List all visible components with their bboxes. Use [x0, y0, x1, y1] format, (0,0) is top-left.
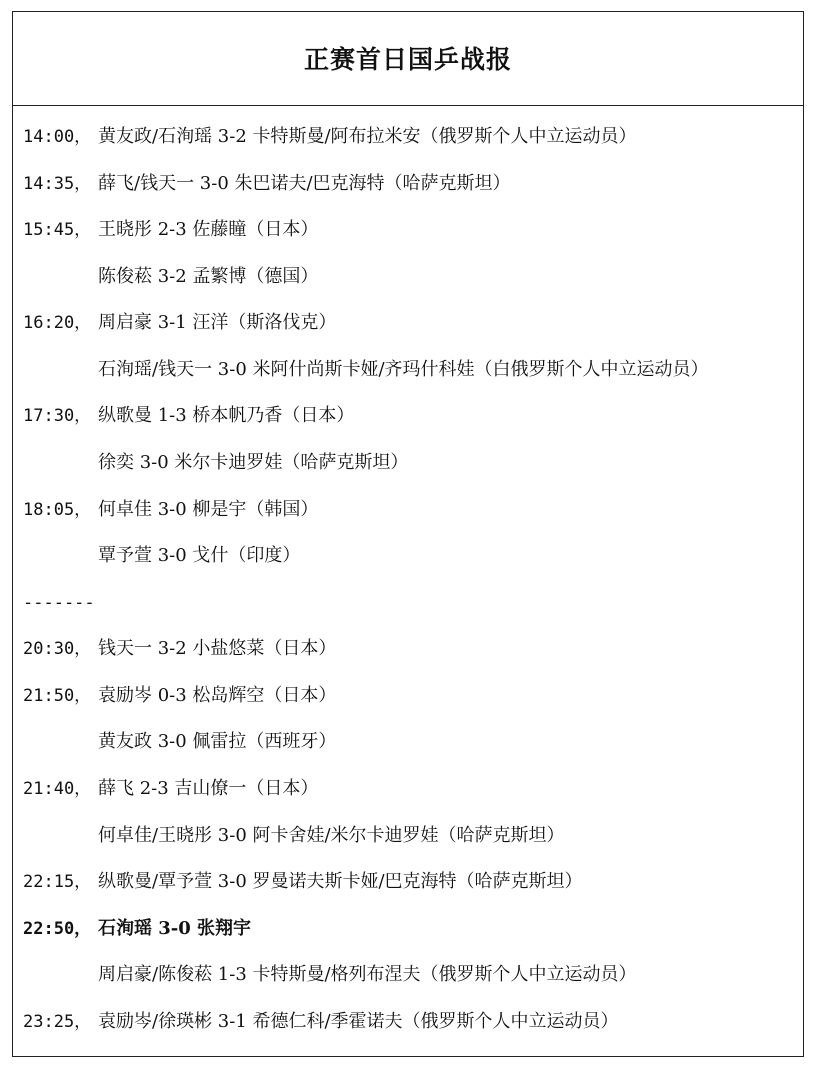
page-title: 正赛首日国乒战报: [303, 44, 512, 74]
match-row: [23, 355, 709, 385]
match-time: [23, 541, 98, 571]
match-time: 16:20，: [23, 313, 92, 333]
match-row: [23, 867, 583, 897]
match-time: 14:35，: [23, 174, 92, 194]
match-row: [23, 308, 336, 338]
match-time: 20:30，: [23, 639, 92, 659]
match-result: 石洵瑶/钱天一 3-0 米阿什尚斯卡娅/齐玛什科娃（白俄罗斯个人中立运动员）: [98, 359, 709, 380]
match-time: 17:30，: [23, 406, 92, 426]
section-divider: -------: [23, 593, 95, 613]
match-row: [23, 727, 336, 757]
match-result: 何卓佳 3-0 柳是宇（韩国）: [98, 499, 319, 520]
match-time: 21:50，: [23, 686, 92, 706]
match-time: 23:25，: [23, 1012, 92, 1032]
match-result: 袁励岑 0-3 松岛辉空（日本）: [98, 685, 337, 706]
match-row: [23, 495, 318, 525]
match-result: 周启豪 3-1 汪洋（斯洛伐克）: [98, 312, 337, 333]
match-result: 何卓佳/王晓彤 3-0 阿卡舍娃/米尔卡迪罗娃（哈萨克斯坦）: [98, 825, 565, 846]
match-time: 15:45，: [23, 220, 92, 240]
match-result: 黄友政/石洵瑶 3-2 卡特斯曼/阿布拉米安（俄罗斯个人中立运动员）: [98, 126, 637, 147]
match-time: 18:05，: [23, 500, 92, 520]
match-time: [23, 960, 98, 990]
match-row-highlight: [23, 914, 251, 944]
match-result: 纵歌曼/覃予萱 3-0 罗曼诺夫斯卡娅/巴克海特（哈萨克斯坦）: [98, 871, 583, 892]
match-time: [23, 448, 98, 478]
match-row: [23, 262, 318, 292]
report-frame: [12, 11, 804, 1057]
match-result: 黄友政 3-0 佩雷拉（西班牙）: [98, 731, 337, 752]
match-result: 陈俊菘 3-2 孟繁博（德国）: [98, 266, 319, 287]
match-row: [23, 681, 336, 711]
match-result: 周启豪/陈俊菘 1-3 卡特斯曼/格列布涅夫（俄罗斯个人中立运动员）: [98, 964, 637, 985]
match-time: 21:40，: [23, 779, 92, 799]
header: [13, 12, 803, 106]
match-result: 薛飞/钱天一 3-0 朱巴诺夫/巴克海特（哈萨克斯坦）: [98, 173, 511, 194]
match-row: [23, 215, 318, 245]
match-time: [23, 262, 98, 292]
match-row: [23, 821, 565, 851]
match-time: 22:50，: [23, 919, 92, 939]
match-row: [23, 774, 318, 804]
match-row: [23, 169, 511, 199]
match-time: 22:15，: [23, 872, 92, 892]
match-time: [23, 355, 98, 385]
match-time: 14:00，: [23, 127, 92, 147]
match-row: [23, 122, 637, 152]
match-row: [23, 541, 300, 571]
match-result: 覃予萱 3-0 戈什（印度）: [98, 545, 301, 566]
match-row: [23, 960, 637, 990]
match-result: 石洵瑶 3-0 张翔宇: [98, 918, 252, 939]
match-row: [23, 448, 408, 478]
match-time: [23, 821, 98, 851]
match-row: [23, 634, 336, 664]
match-time: [23, 727, 98, 757]
match-result: 袁励岑/徐瑛彬 3-1 希德仁科/季霍诺夫（俄罗斯个人中立运动员）: [98, 1011, 619, 1032]
match-row: [23, 401, 354, 431]
match-result: 徐奕 3-0 米尔卡迪罗娃（哈萨克斯坦）: [98, 452, 409, 473]
match-result: 纵歌曼 1-3 桥本帆乃香（日本）: [98, 405, 355, 426]
match-result: 薛飞 2-3 吉山僚一（日本）: [98, 778, 319, 799]
match-result: 王晓彤 2-3 佐藤瞳（日本）: [98, 219, 319, 240]
match-result: 钱天一 3-2 小盐悠菜（日本）: [98, 638, 337, 659]
match-row: [23, 1007, 619, 1037]
